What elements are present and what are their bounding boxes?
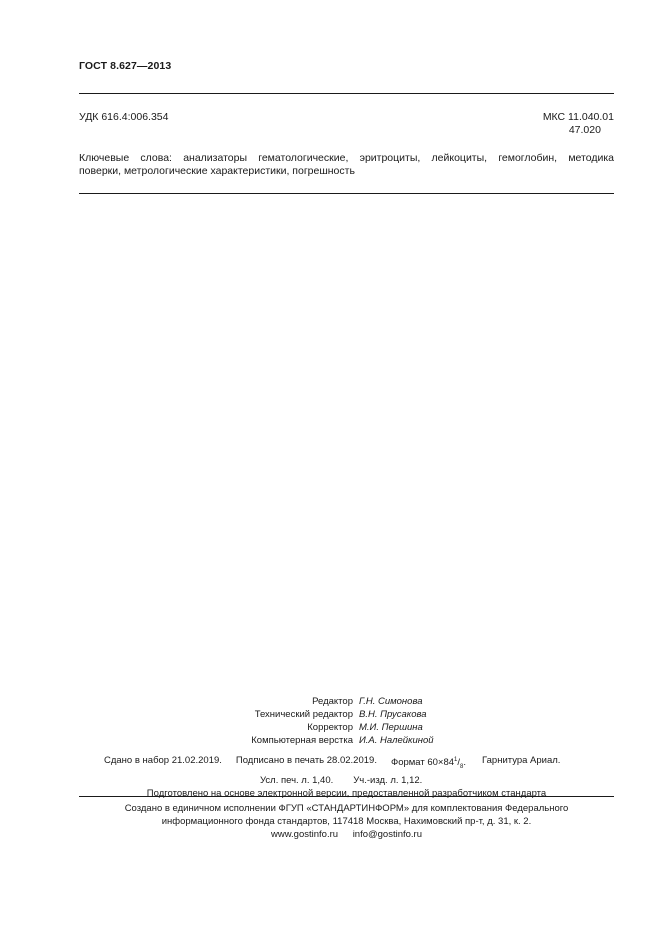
- footer-block: [79, 802, 614, 841]
- imprint-line-2: [79, 774, 614, 787]
- imprint-block: [79, 754, 614, 800]
- keywords-line-1: Ключевые слова: анализаторы гематологические, эритроциты, лейкоциты, гемоглобин, методика: [79, 152, 614, 164]
- credit-name: В.Н. Прусакова: [359, 709, 427, 720]
- paper-format: Формат $60\times 84^1/_8$.: [390, 757, 467, 771]
- footer-contacts: [79, 828, 614, 841]
- print-sheets: Усл. печ. л. 1,40.: [260, 775, 334, 787]
- footer-line-2: информационного фонда стандартов, 117418 Москва, Нахимовский пр-т, д. 31, к. 2.: [161, 816, 532, 827]
- format-text: Формат 60×84: [390, 757, 455, 769]
- format-numerator: 1: [454, 757, 458, 763]
- credit-row: [79, 721, 614, 734]
- typeface: Гарнитура Ариал.: [482, 755, 561, 766]
- mks-codes: [543, 111, 614, 137]
- format-denominator: 8: [460, 764, 464, 771]
- credit-role: Технический редактор: [254, 709, 353, 720]
- signed-date: Подписано в печать 28.02.2019.: [235, 755, 377, 766]
- format-suffix: .: [463, 757, 467, 769]
- mks-code-2: 47.020: [568, 124, 601, 136]
- imprint-line-1: [79, 754, 614, 774]
- footer-line-1: Создано в единичном исполнении ФГУП «СТАНДАРТИНФОРМ» для комплектования Федерального: [124, 803, 569, 814]
- typeset-date: Сдано в набор 21.02.2019.: [104, 755, 222, 766]
- credits-block: [79, 695, 614, 747]
- keywords-block: [79, 152, 614, 178]
- keywords-line-2: поверки, метрологические характеристики, погрешность: [79, 165, 355, 177]
- publishing-sheets: Уч.-изд. л. 1,12.: [353, 775, 423, 787]
- credit-row: [79, 695, 614, 708]
- credit-role: Редактор: [312, 696, 353, 707]
- header-rule: [79, 93, 614, 94]
- footer-rule: [79, 796, 614, 797]
- credit-role: Компьютерная верстка: [251, 735, 353, 746]
- udk-code: УДК 616.4:006.354: [79, 111, 169, 123]
- credit-name: М.И. Першина: [359, 722, 423, 733]
- keywords-rule: [79, 193, 614, 194]
- credit-name: Г.Н. Симонова: [359, 696, 423, 707]
- credit-name: И.А. Налейкиной: [359, 735, 434, 746]
- mks-code-1: МКС 11.040.01: [542, 111, 614, 123]
- credit-role: Корректор: [307, 722, 353, 733]
- website-link[interactable]: www.gostinfo.ru: [270, 829, 339, 840]
- credit-row: [79, 734, 614, 747]
- prepared-note: Подготовлено на основе электронной версии, предоставленной разработчиком стандарта: [146, 788, 547, 800]
- email-link[interactable]: info@gostinfo.ru: [352, 829, 423, 840]
- credit-row: [79, 708, 614, 721]
- standard-title: ГОСТ 8.627—2013: [79, 60, 172, 72]
